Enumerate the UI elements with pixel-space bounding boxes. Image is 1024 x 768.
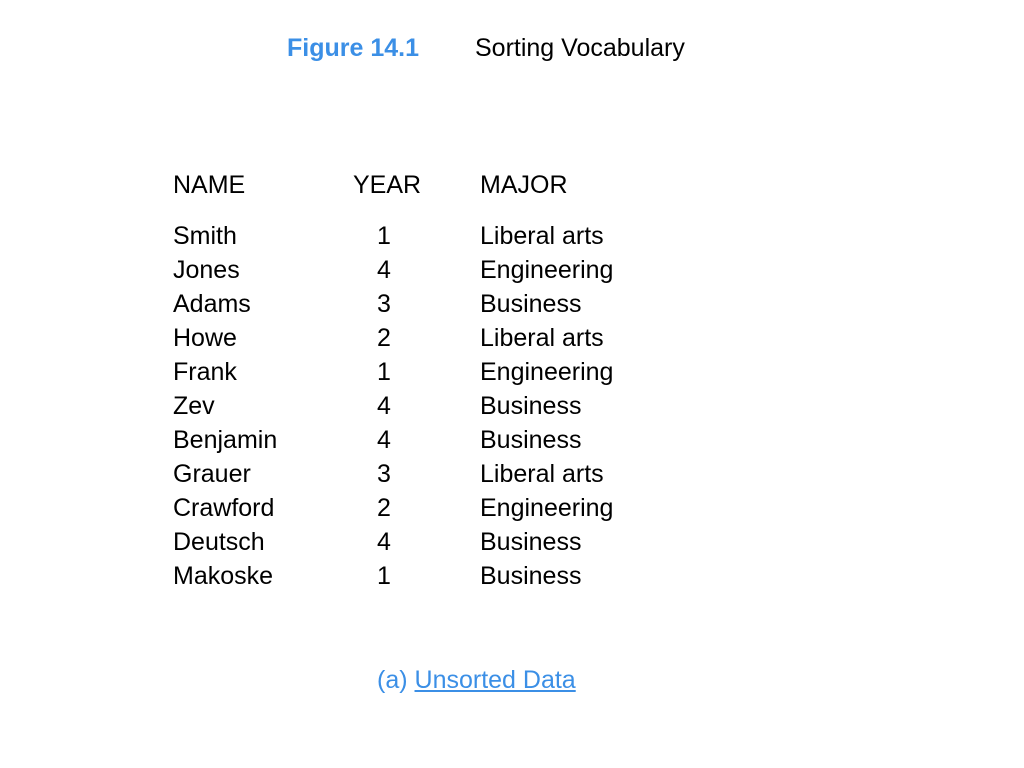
cell-name: Makoske	[173, 562, 274, 590]
cell-year: 3	[377, 460, 391, 488]
cell-year: 2	[377, 324, 391, 352]
cell-major: Business	[480, 426, 582, 454]
header-year: YEAR	[353, 171, 422, 199]
cell-major: Engineering	[480, 494, 614, 522]
figure-caption	[377, 666, 576, 695]
cell-major: Liberal arts	[480, 222, 604, 250]
cell-major: Business	[480, 562, 582, 590]
cell-major: Business	[480, 392, 582, 420]
cell-major: Business	[480, 290, 582, 318]
cell-major: Engineering	[480, 358, 614, 386]
cell-year: 4	[377, 426, 391, 454]
table-row	[173, 290, 673, 324]
cell-major: Engineering	[480, 256, 614, 284]
cell-name: Frank	[173, 358, 237, 386]
cell-year: 4	[377, 392, 391, 420]
cell-name: Smith	[173, 222, 237, 250]
cell-name: Jones	[173, 256, 240, 284]
header-name: NAME	[173, 171, 246, 199]
cell-major: Liberal arts	[480, 460, 604, 488]
cell-major: Business	[480, 528, 582, 556]
figure-number: Figure 14.1	[287, 34, 419, 62]
cell-name: Deutsch	[173, 528, 265, 556]
cell-year: 4	[377, 256, 391, 284]
table-row	[173, 256, 673, 290]
cell-year: 1	[377, 358, 391, 386]
header-major: MAJOR	[480, 171, 568, 199]
table-row	[173, 358, 673, 392]
figure-title	[287, 34, 685, 63]
table-row	[173, 494, 673, 528]
cell-name: Grauer	[173, 460, 251, 488]
table-row	[173, 528, 673, 562]
cell-name: Zev	[173, 392, 215, 420]
table-row	[173, 222, 673, 256]
cell-name: Adams	[173, 290, 251, 318]
cell-name: Crawford	[173, 494, 275, 522]
cell-year: 1	[377, 222, 391, 250]
figure-title-text: Sorting Vocabulary	[475, 34, 685, 62]
table-body	[173, 222, 673, 596]
cell-year: 4	[377, 528, 391, 556]
table-row	[173, 392, 673, 426]
cell-year: 1	[377, 562, 391, 590]
cell-name: Benjamin	[173, 426, 278, 454]
table-row	[173, 460, 673, 494]
cell-major: Liberal arts	[480, 324, 604, 352]
table-row	[173, 426, 673, 460]
table-row	[173, 324, 673, 358]
caption-prefix: (a)	[377, 666, 408, 694]
table-row	[173, 562, 673, 596]
unsorted-data-link[interactable]: Unsorted Data	[414, 666, 576, 694]
cell-name: Howe	[173, 324, 237, 352]
cell-year: 2	[377, 494, 391, 522]
cell-year: 3	[377, 290, 391, 318]
